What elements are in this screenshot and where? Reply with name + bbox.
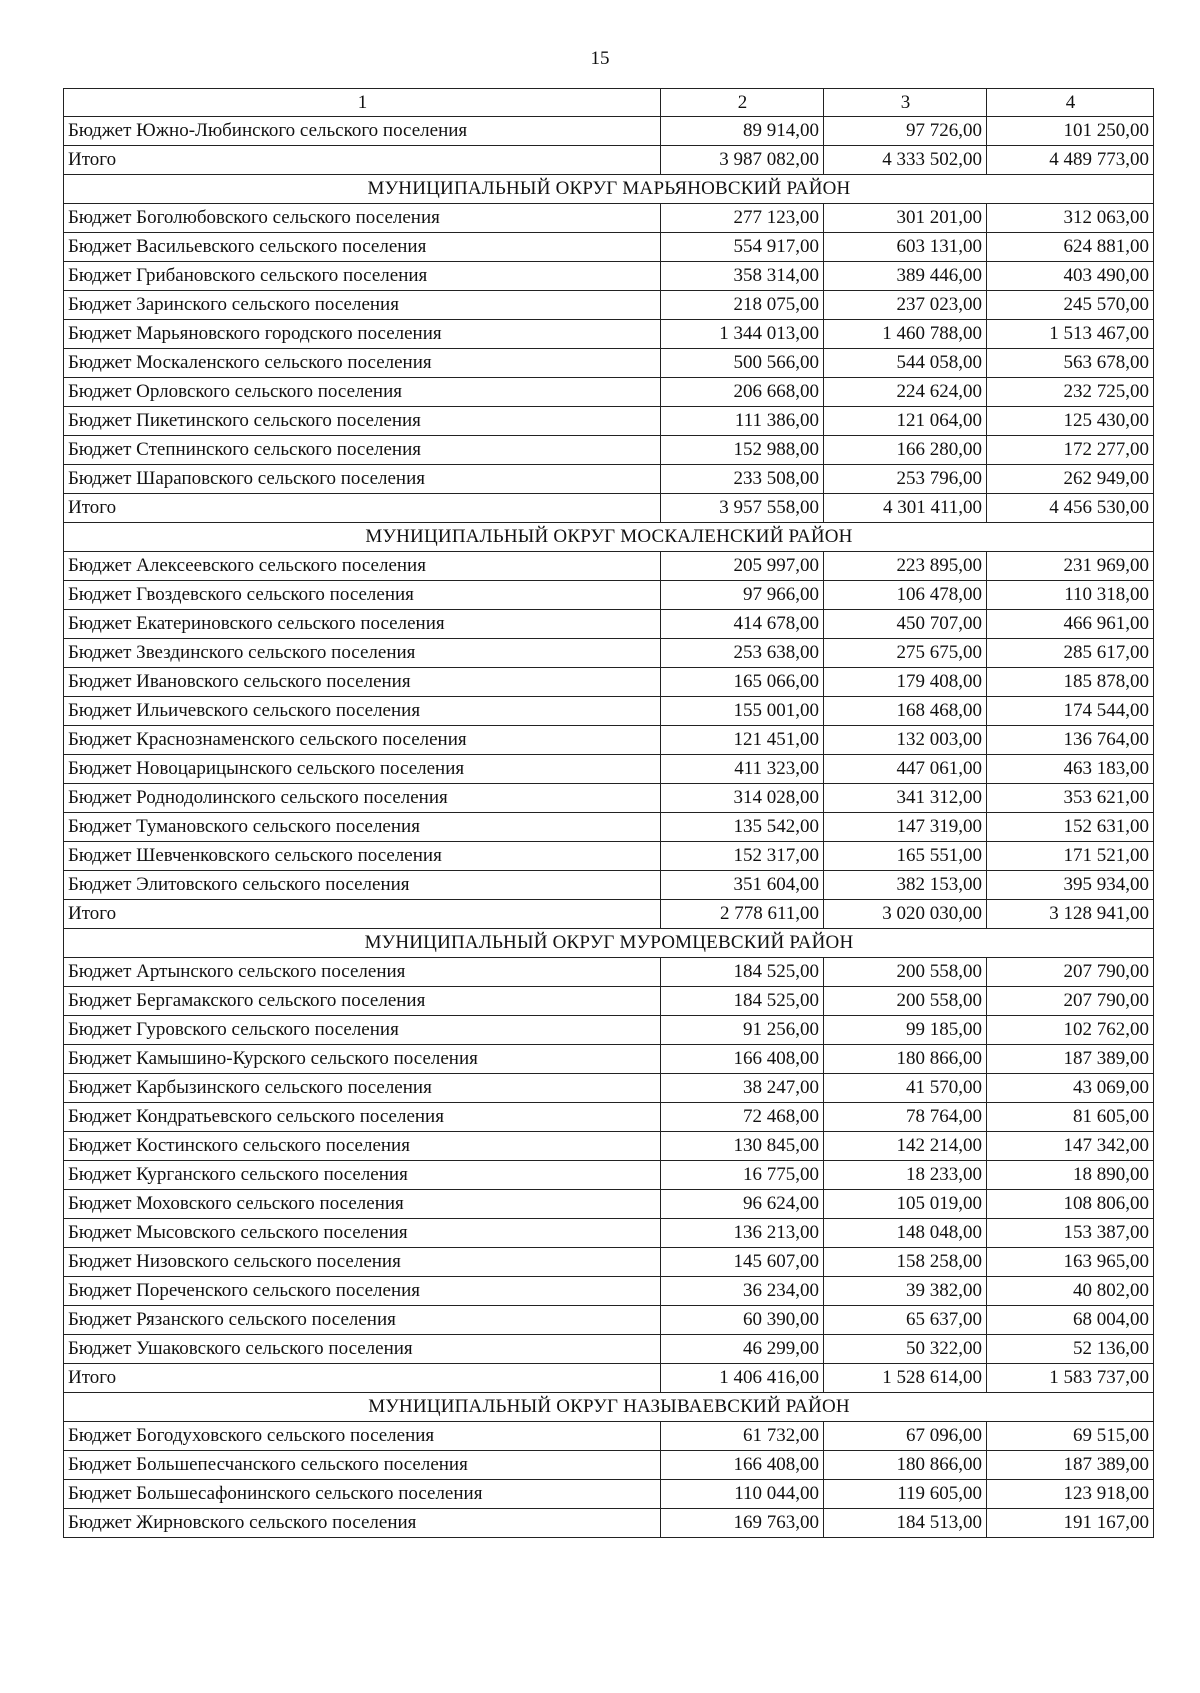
value-col-4: 136 764,00 <box>987 726 1154 755</box>
value-col-3: 224 624,00 <box>824 378 987 407</box>
value-col-4: 52 136,00 <box>987 1335 1154 1364</box>
table-row <box>64 1335 1154 1364</box>
table-row <box>64 117 1154 146</box>
header-cell-4: 4 <box>987 89 1154 117</box>
table-row <box>64 204 1154 233</box>
table-row <box>64 639 1154 668</box>
value-col-4: 1 583 737,00 <box>987 1364 1154 1393</box>
value-col-4: 4 456 530,00 <box>987 494 1154 523</box>
value-col-2: 36 234,00 <box>661 1277 824 1306</box>
value-col-2: 411 323,00 <box>661 755 824 784</box>
value-col-2: 233 508,00 <box>661 465 824 494</box>
value-col-4: 69 515,00 <box>987 1422 1154 1451</box>
value-col-4: 312 063,00 <box>987 204 1154 233</box>
value-col-4: 395 934,00 <box>987 871 1154 900</box>
value-col-3: 200 558,00 <box>824 987 987 1016</box>
table-row <box>64 726 1154 755</box>
value-col-2: 130 845,00 <box>661 1132 824 1161</box>
value-col-4: 624 881,00 <box>987 233 1154 262</box>
value-col-3: 119 605,00 <box>824 1480 987 1509</box>
total-label: Итого <box>64 494 661 523</box>
value-col-3: 41 570,00 <box>824 1074 987 1103</box>
table-row <box>64 668 1154 697</box>
table-row <box>64 755 1154 784</box>
budget-table-body <box>64 89 1154 1538</box>
value-col-3: 132 003,00 <box>824 726 987 755</box>
budget-name: Бюджет Большепесчанского сельского поселения <box>64 1451 661 1480</box>
value-col-4: 152 631,00 <box>987 813 1154 842</box>
value-col-2: 1 344 013,00 <box>661 320 824 349</box>
value-col-2: 89 914,00 <box>661 117 824 146</box>
value-col-4: 232 725,00 <box>987 378 1154 407</box>
value-col-3: 544 058,00 <box>824 349 987 378</box>
value-col-3: 67 096,00 <box>824 1422 987 1451</box>
value-col-3: 253 796,00 <box>824 465 987 494</box>
value-col-4: 403 490,00 <box>987 262 1154 291</box>
budget-name: Бюджет Краснознаменского сельского поселения <box>64 726 661 755</box>
value-col-3: 4 301 411,00 <box>824 494 987 523</box>
table-row <box>64 320 1154 349</box>
value-col-2: 136 213,00 <box>661 1219 824 1248</box>
value-col-4: 81 605,00 <box>987 1103 1154 1132</box>
value-col-2: 1 406 416,00 <box>661 1364 824 1393</box>
table-row <box>64 465 1154 494</box>
value-col-4: 1 513 467,00 <box>987 320 1154 349</box>
budget-name: Бюджет Васильевского сельского поселения <box>64 233 661 262</box>
budget-name: Бюджет Моховского сельского поселения <box>64 1190 661 1219</box>
value-col-3: 1 528 614,00 <box>824 1364 987 1393</box>
table-row <box>64 1190 1154 1219</box>
table-row <box>64 1016 1154 1045</box>
value-col-2: 184 525,00 <box>661 958 824 987</box>
value-col-4: 187 389,00 <box>987 1045 1154 1074</box>
value-col-4: 187 389,00 <box>987 1451 1154 1480</box>
value-col-3: 341 312,00 <box>824 784 987 813</box>
budget-name: Бюджет Артынского сельского поселения <box>64 958 661 987</box>
value-col-3: 50 322,00 <box>824 1335 987 1364</box>
value-col-4: 108 806,00 <box>987 1190 1154 1219</box>
value-col-3: 78 764,00 <box>824 1103 987 1132</box>
budget-name: Бюджет Ивановского сельского поселения <box>64 668 661 697</box>
value-col-3: 165 551,00 <box>824 842 987 871</box>
section-heading: МУНИЦИПАЛЬНЫЙ ОКРУГ НАЗЫВАЕВСКИЙ РАЙОН <box>64 1393 1154 1422</box>
budget-name: Бюджет Тумановского сельского поселения <box>64 813 661 842</box>
table-row <box>64 697 1154 726</box>
header-cell-2: 2 <box>661 89 824 117</box>
table-row <box>64 1248 1154 1277</box>
value-col-3: 97 726,00 <box>824 117 987 146</box>
value-col-3: 121 064,00 <box>824 407 987 436</box>
value-col-2: 121 451,00 <box>661 726 824 755</box>
value-col-3: 147 319,00 <box>824 813 987 842</box>
value-col-2: 61 732,00 <box>661 1422 824 1451</box>
value-col-4: 153 387,00 <box>987 1219 1154 1248</box>
value-col-4: 123 918,00 <box>987 1480 1154 1509</box>
budget-name: Бюджет Кондратьевского сельского поселения <box>64 1103 661 1132</box>
value-col-3: 142 214,00 <box>824 1132 987 1161</box>
value-col-3: 447 061,00 <box>824 755 987 784</box>
budget-name: Бюджет Гвоздевского сельского поселения <box>64 581 661 610</box>
table-row <box>64 784 1154 813</box>
budget-name: Бюджет Пикетинского сельского поселения <box>64 407 661 436</box>
value-col-3: 180 866,00 <box>824 1451 987 1480</box>
table-row <box>64 958 1154 987</box>
value-col-2: 3 987 082,00 <box>661 146 824 175</box>
value-col-2: 46 299,00 <box>661 1335 824 1364</box>
value-col-2: 166 408,00 <box>661 1045 824 1074</box>
table-row <box>64 610 1154 639</box>
section-heading: МУНИЦИПАЛЬНЫЙ ОКРУГ МУРОМЦЕВСКИЙ РАЙОН <box>64 929 1154 958</box>
budget-name: Бюджет Шевченковского сельского поселения <box>64 842 661 871</box>
value-col-4: 185 878,00 <box>987 668 1154 697</box>
budget-name: Бюджет Грибановского сельского поселения <box>64 262 661 291</box>
budget-name: Бюджет Ушаковского сельского поселения <box>64 1335 661 1364</box>
value-col-4: 102 762,00 <box>987 1016 1154 1045</box>
value-col-2: 91 256,00 <box>661 1016 824 1045</box>
value-col-2: 277 123,00 <box>661 204 824 233</box>
value-col-2: 3 957 558,00 <box>661 494 824 523</box>
value-col-2: 16 775,00 <box>661 1161 824 1190</box>
budget-name: Бюджет Жирновского сельского поселения <box>64 1509 661 1538</box>
budget-name: Бюджет Степнинского сельского поселения <box>64 436 661 465</box>
value-col-4: 40 802,00 <box>987 1277 1154 1306</box>
budget-name: Бюджет Марьяновского городского поселения <box>64 320 661 349</box>
value-col-2: 218 075,00 <box>661 291 824 320</box>
section-heading-row <box>64 175 1154 204</box>
total-row <box>64 146 1154 175</box>
value-col-2: 414 678,00 <box>661 610 824 639</box>
budget-name: Бюджет Алексеевского сельского поселения <box>64 552 661 581</box>
value-col-4: 43 069,00 <box>987 1074 1154 1103</box>
value-col-3: 184 513,00 <box>824 1509 987 1538</box>
value-col-3: 1 460 788,00 <box>824 320 987 349</box>
budget-name: Бюджет Гуровского сельского поселения <box>64 1016 661 1045</box>
total-label: Итого <box>64 900 661 929</box>
value-col-2: 38 247,00 <box>661 1074 824 1103</box>
value-col-4: 207 790,00 <box>987 958 1154 987</box>
value-col-2: 358 314,00 <box>661 262 824 291</box>
value-col-2: 314 028,00 <box>661 784 824 813</box>
value-col-2: 351 604,00 <box>661 871 824 900</box>
value-col-2: 2 778 611,00 <box>661 900 824 929</box>
value-col-4: 563 678,00 <box>987 349 1154 378</box>
budget-name: Бюджет Бергамакского сельского поселения <box>64 987 661 1016</box>
table-row <box>64 987 1154 1016</box>
budget-name: Бюджет Боголюбовского сельского поселения <box>64 204 661 233</box>
value-col-4: 231 969,00 <box>987 552 1154 581</box>
total-row <box>64 1364 1154 1393</box>
value-col-3: 301 201,00 <box>824 204 987 233</box>
value-col-3: 180 866,00 <box>824 1045 987 1074</box>
value-col-4: 147 342,00 <box>987 1132 1154 1161</box>
page-number: 15 <box>590 48 610 69</box>
table-row <box>64 407 1154 436</box>
budget-name: Бюджет Камышино-Курского сельского поселения <box>64 1045 661 1074</box>
value-col-4: 3 128 941,00 <box>987 900 1154 929</box>
budget-name: Бюджет Новоцарицынского сельского поселения <box>64 755 661 784</box>
value-col-2: 166 408,00 <box>661 1451 824 1480</box>
value-col-4: 171 521,00 <box>987 842 1154 871</box>
value-col-4: 125 430,00 <box>987 407 1154 436</box>
budget-name: Бюджет Карбызинского сельского поселения <box>64 1074 661 1103</box>
section-heading: МУНИЦИПАЛЬНЫЙ ОКРУГ МАРЬЯНОВСКИЙ РАЙОН <box>64 175 1154 204</box>
budget-name: Бюджет Большесафонинского сельского поселения <box>64 1480 661 1509</box>
table-row <box>64 842 1154 871</box>
value-col-3: 39 382,00 <box>824 1277 987 1306</box>
table-row <box>64 262 1154 291</box>
budget-name: Бюджет Ильичевского сельского поселения <box>64 697 661 726</box>
budget-name: Бюджет Мысовского сельского поселения <box>64 1219 661 1248</box>
value-col-2: 206 668,00 <box>661 378 824 407</box>
value-col-4: 18 890,00 <box>987 1161 1154 1190</box>
value-col-2: 97 966,00 <box>661 581 824 610</box>
section-heading-row <box>64 1393 1154 1422</box>
value-col-3: 389 446,00 <box>824 262 987 291</box>
table-row <box>64 1277 1154 1306</box>
value-col-2: 155 001,00 <box>661 697 824 726</box>
value-col-4: 207 790,00 <box>987 987 1154 1016</box>
budget-name: Бюджет Шараповского сельского поселения <box>64 465 661 494</box>
value-col-2: 253 638,00 <box>661 639 824 668</box>
table-row <box>64 1306 1154 1335</box>
value-col-3: 105 019,00 <box>824 1190 987 1219</box>
value-col-4: 285 617,00 <box>987 639 1154 668</box>
budget-name: Бюджет Южно-Любинского сельского поселения <box>64 117 661 146</box>
table-row <box>64 1451 1154 1480</box>
value-col-2: 152 988,00 <box>661 436 824 465</box>
table-row <box>64 436 1154 465</box>
total-row <box>64 900 1154 929</box>
value-col-2: 96 624,00 <box>661 1190 824 1219</box>
total-label: Итого <box>64 1364 661 1393</box>
value-col-3: 200 558,00 <box>824 958 987 987</box>
table-row <box>64 1219 1154 1248</box>
budget-name: Бюджет Москаленского сельского поселения <box>64 349 661 378</box>
table-row <box>64 291 1154 320</box>
table-row <box>64 1422 1154 1451</box>
value-col-2: 111 386,00 <box>661 407 824 436</box>
table-row <box>64 813 1154 842</box>
value-col-2: 145 607,00 <box>661 1248 824 1277</box>
table-row <box>64 1074 1154 1103</box>
value-col-4: 174 544,00 <box>987 697 1154 726</box>
budget-name: Бюджет Пореченского сельского поселения <box>64 1277 661 1306</box>
table-row <box>64 1103 1154 1132</box>
value-col-3: 65 637,00 <box>824 1306 987 1335</box>
value-col-3: 168 468,00 <box>824 697 987 726</box>
value-col-4: 353 621,00 <box>987 784 1154 813</box>
value-col-3: 179 408,00 <box>824 668 987 697</box>
value-col-4: 110 318,00 <box>987 581 1154 610</box>
value-col-3: 106 478,00 <box>824 581 987 610</box>
value-col-2: 60 390,00 <box>661 1306 824 1335</box>
section-heading: МУНИЦИПАЛЬНЫЙ ОКРУГ МОСКАЛЕНСКИЙ РАЙОН <box>64 523 1154 552</box>
table-row <box>64 552 1154 581</box>
table-row <box>64 1045 1154 1074</box>
total-row <box>64 494 1154 523</box>
header-cell-1: 1 <box>64 89 661 117</box>
value-col-3: 4 333 502,00 <box>824 146 987 175</box>
value-col-3: 3 020 030,00 <box>824 900 987 929</box>
value-col-3: 223 895,00 <box>824 552 987 581</box>
value-col-3: 148 048,00 <box>824 1219 987 1248</box>
table-row <box>64 581 1154 610</box>
value-col-2: 205 997,00 <box>661 552 824 581</box>
table-row <box>64 1161 1154 1190</box>
budget-name: Бюджет Екатериновского сельского поселения <box>64 610 661 639</box>
section-heading-row <box>64 523 1154 552</box>
value-col-2: 72 468,00 <box>661 1103 824 1132</box>
value-col-4: 4 489 773,00 <box>987 146 1154 175</box>
budget-name: Бюджет Заринского сельского поселения <box>64 291 661 320</box>
value-col-3: 237 023,00 <box>824 291 987 320</box>
table-row <box>64 1509 1154 1538</box>
value-col-4: 163 965,00 <box>987 1248 1154 1277</box>
budget-table <box>63 88 1154 1538</box>
table-row <box>64 349 1154 378</box>
value-col-2: 500 566,00 <box>661 349 824 378</box>
table-row <box>64 871 1154 900</box>
value-col-2: 169 763,00 <box>661 1509 824 1538</box>
value-col-3: 450 707,00 <box>824 610 987 639</box>
table-row <box>64 1480 1154 1509</box>
budget-name: Бюджет Роднодолинского сельского поселения <box>64 784 661 813</box>
table-row <box>64 233 1154 262</box>
section-heading-row <box>64 929 1154 958</box>
value-col-4: 172 277,00 <box>987 436 1154 465</box>
budget-name: Бюджет Курганского сельского поселения <box>64 1161 661 1190</box>
value-col-4: 262 949,00 <box>987 465 1154 494</box>
value-col-4: 466 961,00 <box>987 610 1154 639</box>
total-label: Итого <box>64 146 661 175</box>
value-col-4: 68 004,00 <box>987 1306 1154 1335</box>
value-col-2: 554 917,00 <box>661 233 824 262</box>
value-col-3: 158 258,00 <box>824 1248 987 1277</box>
budget-name: Бюджет Элитовского сельского поселения <box>64 871 661 900</box>
budget-name: Бюджет Богодуховского сельского поселения <box>64 1422 661 1451</box>
value-col-2: 135 542,00 <box>661 813 824 842</box>
value-col-2: 110 044,00 <box>661 1480 824 1509</box>
budget-name: Бюджет Низовского сельского поселения <box>64 1248 661 1277</box>
value-col-2: 184 525,00 <box>661 987 824 1016</box>
value-col-2: 152 317,00 <box>661 842 824 871</box>
value-col-4: 191 167,00 <box>987 1509 1154 1538</box>
value-col-3: 275 675,00 <box>824 639 987 668</box>
value-col-4: 245 570,00 <box>987 291 1154 320</box>
header-cell-3: 3 <box>824 89 987 117</box>
budget-name: Бюджет Звездинского сельского поселения <box>64 639 661 668</box>
value-col-3: 382 153,00 <box>824 871 987 900</box>
value-col-4: 463 183,00 <box>987 755 1154 784</box>
value-col-3: 99 185,00 <box>824 1016 987 1045</box>
table-row <box>64 1132 1154 1161</box>
value-col-3: 166 280,00 <box>824 436 987 465</box>
value-col-3: 603 131,00 <box>824 233 987 262</box>
value-col-3: 18 233,00 <box>824 1161 987 1190</box>
table-row <box>64 378 1154 407</box>
table-header-row <box>64 89 1154 117</box>
budget-name: Бюджет Костинского сельского поселения <box>64 1132 661 1161</box>
budget-name: Бюджет Рязанского сельского поселения <box>64 1306 661 1335</box>
value-col-2: 165 066,00 <box>661 668 824 697</box>
budget-name: Бюджет Орловского сельского поселения <box>64 378 661 407</box>
value-col-4: 101 250,00 <box>987 117 1154 146</box>
